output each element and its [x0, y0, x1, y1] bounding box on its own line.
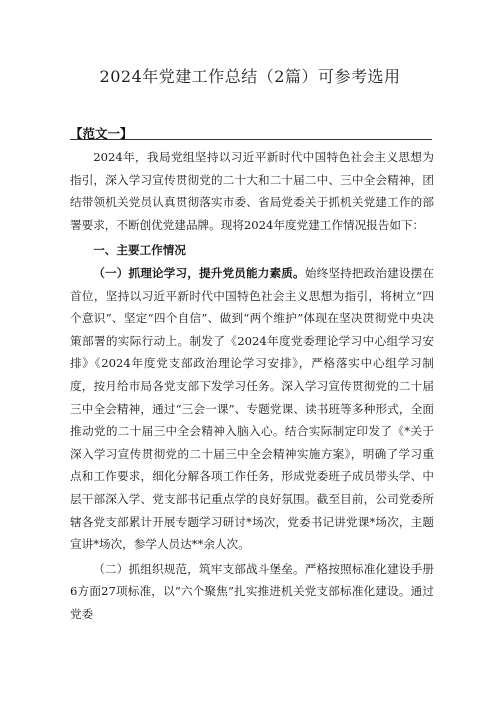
intro-paragraph: 2024年，我局党组坚持以习近平新时代中国特色社会主义思想为指引，深入学习宣传贯彻党的二十大和二十届二中、三中全会精神，团结带领机关党员认真贯彻落实市委、省局党委关于抓机关党建工作的部署要求，不断创优党建品牌。现将2024年度党建工作情况报告如下：: [70, 150, 434, 232]
paragraph-organization: （二）抓组织规范，筑牢支部战斗堡垒。严格按照标准化建设手册6方面27项标准，以“六个聚焦”扎实推进机关党支部标准化建设。通过党委: [70, 561, 434, 621]
paragraph-theory-study: [70, 262, 434, 556]
document-title: 2024年党建工作总结（2篇）可参考选用: [99, 67, 401, 86]
paragraph-text: 始终坚持把政治建设摆在首位，坚持以习近平新时代中国特色社会主义思想为指引，将树立“四个意识”、坚定“四个自信”、做到“两个维护”体现在坚决贯彻党中央决策部署的实际行动上。制发了《2024年度党委理论学习中心组学习安排》《2024年度党支部政治理论学习安排》，严格落实中心组学习制度，按月给市局各党支部下发学习任务。深入学习宣传贯彻党的二十届三中全会精神，通过“三会一课”、专题党课、读书班等多种形式，全面推动党的二十届三中全会精神入脑入心。结合实际制定印发了《*关于深入学习宣传贯彻党的二十届三中全会精神实施方案》，明确了学习重点和工作要求，细化分解各项工作任务，形成党委班子成员带头学、中层干部深入学、党支部书记重点学的良好氛围。截至目前，公司党委所辖各党支部累计开展专题学习研讨*场次，党委书记讲党课*场次，主题宣讲*场次，参学人员达**余人次。: [70, 265, 434, 552]
section-label: 【范文一】: [70, 126, 133, 141]
section-divider: [70, 139, 432, 140]
heading-main-work: 一、主要工作情况: [93, 243, 186, 258]
paragraph-lead: （一）抓理论学习，提升党员能力素质。: [93, 265, 305, 280]
document-body: [70, 146, 434, 625]
